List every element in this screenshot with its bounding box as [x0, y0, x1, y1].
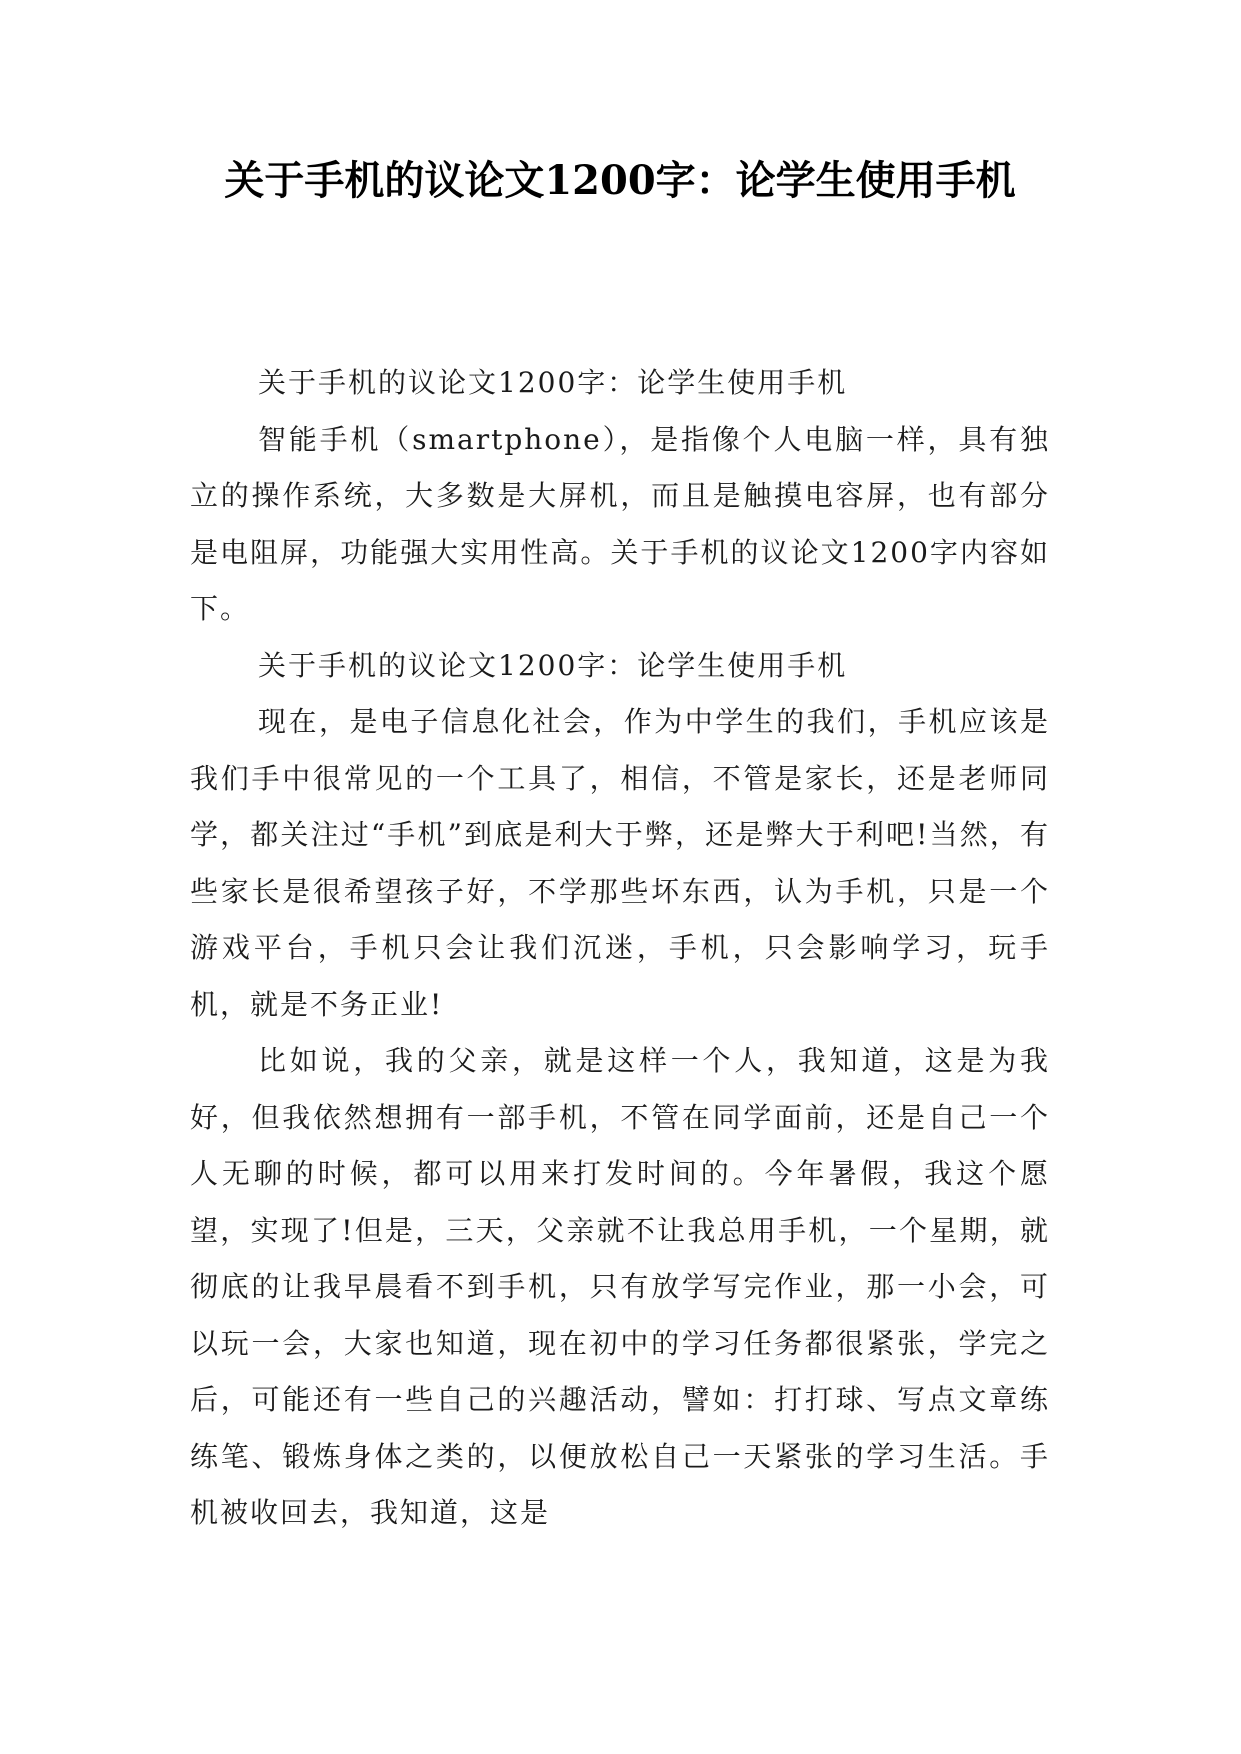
document-title: 关于手机的议论文1200字：论学生使用手机	[224, 157, 1016, 204]
paragraph: 现在，是电子信息化社会，作为中学生的我们，手机应该是我们手中很常见的一个工具了，相信，不管是家长，还是老师同学，都关注过“手机”到底是利大于弊，还是弊大于利吧!当然，有些家长是很希望孩子好，不学那些坏东西，认为手机，只是一个游戏平台，手机只会让我们沉迷，手机，只会影响学习，玩手机，就是不务正业!	[190, 705, 1050, 1021]
paragraph: 关于手机的议论文1200字：论学生使用手机	[258, 366, 848, 399]
paragraph: 关于手机的议论文1200字：论学生使用手机	[258, 648, 848, 682]
document-body	[190, 355, 1050, 1542]
paragraph: 智能手机（smartphone），是指像个人电脑一样，具有独立的操作系统，大多数是大屏机，而且是触摸电容屏，也有部分是电阻屏，功能强大实用性高。关于手机的议论文1200字内容如下。	[190, 422, 1050, 625]
paragraph: 比如说，我的父亲，就是这样一个人，我知道，这是为我好，但我依然想拥有一部手机，不管在同学面前，还是自己一个人无聊的时候，都可以用来打发时间的。今年暑假，我这个愿望，实现了!但是，三天，父亲就不让我总用手机，一个星期，就彻底的让我早晨看不到手机，只有放学写完作业，那一小会，可以玩一会，大家也知道，现在初中的学习任务都很紧张，学完之后，可能还有一些自己的兴趣活动，譬如：打打球、写点文章练练笔、锻炼身体之类的，以便放松自己一天紧张的学习生活。手机被收回去，我知道，这是	[190, 1044, 1050, 1529]
